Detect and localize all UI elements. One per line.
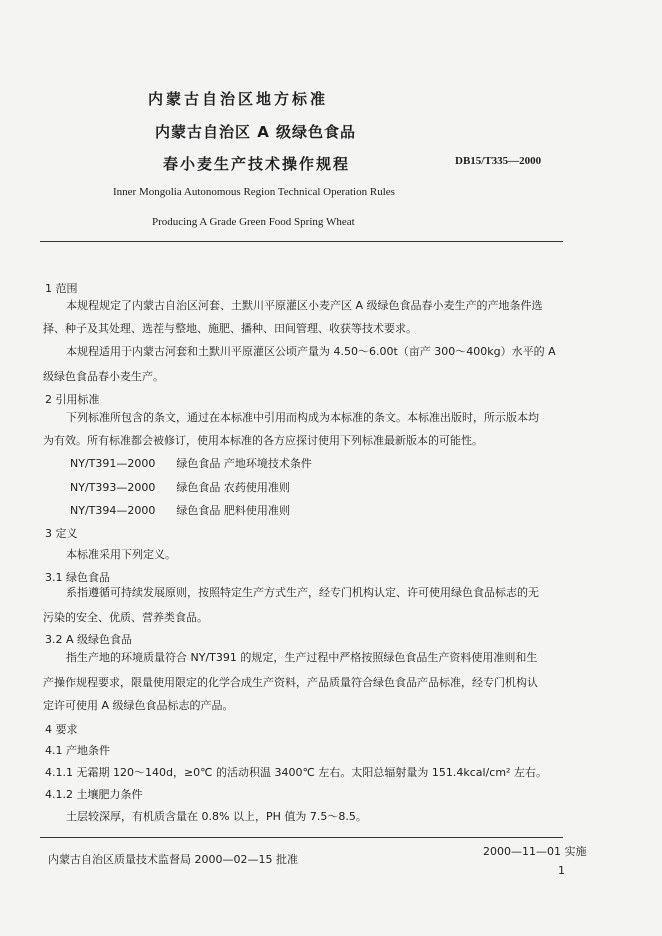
section-1-heading: 1 范围 — [45, 282, 78, 295]
reference-code: NY/T393—2000 — [70, 481, 156, 494]
section-4-heading: 4 要求 — [45, 723, 78, 736]
s1-paragraph-1-line-1: 本规程规定了内蒙古自治区河套、土默川平原灌区小麦产区 A 级绿色食品春小麦生产的产地条件选 — [66, 299, 543, 312]
reference-title: 绿色食品 肥料使用准则 — [176, 504, 290, 517]
reference-title: 绿色食品 农药使用准则 — [176, 481, 290, 494]
section-3-heading: 3 定义 — [45, 527, 78, 540]
reference-code: NY/T391—2000 — [70, 457, 156, 470]
s3-2-paragraph-line-3: 定许可使用 A 级绿色食品标志的产品。 — [43, 699, 234, 712]
section-4-1-1-text: 4.1.1 无霜期 120～140d，≥0℃ 的活动积温 3400℃ 左右。太阳总辐射量为 151.4kcal/cm² 左右。 — [45, 766, 547, 779]
reference-item — [70, 479, 290, 495]
s1-paragraph-2-line-1: 本规程适用于内蒙古河套和土默川平原灌区公顷产量为 4.50～6.00t（亩产 300～400kg）水平的 A — [66, 345, 556, 358]
section-4-1-heading: 4.1 产地条件 — [45, 744, 110, 757]
s3-paragraph: 本标准采用下列定义。 — [66, 548, 176, 561]
section-3-1-heading: 3.1 绿色食品 — [45, 571, 110, 584]
s2-paragraph-line-2: 为有效。所有标准都会被修订，使用本标准的各方应探讨使用下列标准最新版本的可能性。 — [43, 434, 483, 447]
reference-item — [70, 502, 290, 518]
section-3-2-heading: 3.2 A 级绿色食品 — [45, 633, 133, 646]
title-line-1: 内蒙古自治区地方标准 — [148, 90, 329, 108]
section-4-1-2-heading: 4.1.2 土壤肥力条件 — [45, 788, 143, 801]
issued-by: 内蒙古自治区质量技术监督局 2000—02—15 批准 — [48, 853, 298, 866]
english-title-line-1: Inner Mongolia Autonomous Region Technical Operation Rules — [113, 186, 395, 198]
reference-item — [70, 455, 312, 471]
s1-paragraph-1-line-2: 择、种子及其处理、选茬与整地、施肥、播种、田间管理、收获等技术要求。 — [43, 322, 417, 335]
title-line-3: 春小麦生产技术操作规程 — [163, 155, 351, 173]
s3-2-paragraph-line-1: 指生产地的环境质量符合 NY/T391 的规定，生产过程中严格按照绿色食品生产资料使用准则和生 — [66, 651, 538, 664]
page-number: 1 — [558, 864, 565, 877]
reference-code: NY/T394—2000 — [70, 504, 156, 517]
s4-1-2-paragraph: 土层较深厚，有机质含量在 0.8% 以上，PH 值为 7.5～8.5。 — [66, 810, 367, 823]
implementation-date: 2000—11—01 实施 — [483, 845, 587, 858]
reference-title: 绿色食品 产地环境技术条件 — [176, 457, 312, 470]
s1-paragraph-2-line-2: 级绿色食品春小麦生产。 — [43, 370, 164, 383]
header-divider — [40, 241, 563, 242]
english-title-line-2: Producing A Grade Green Food Spring Wheat — [152, 216, 355, 228]
section-2-heading: 2 引用标准 — [45, 393, 100, 406]
s2-paragraph-line-1: 下列标准所包含的条文，通过在本标准中引用而构成为本标准的条文。本标准出版时，所示版本均 — [66, 411, 539, 424]
title-line-2: 内蒙古自治区 A 级绿色食品 — [155, 123, 357, 141]
standard-number: DB15/T335—2000 — [455, 155, 542, 167]
s3-1-paragraph-line-2: 污染的安全、优质、营养类食品。 — [43, 611, 208, 624]
footer-divider — [40, 837, 563, 838]
s3-1-paragraph-line-1: 系指遵循可持续发展原则，按照特定生产方式生产，经专门机构认定、许可使用绿色食品标志的无 — [66, 586, 539, 599]
s3-2-paragraph-line-2: 产操作规程要求，限量使用限定的化学合成生产资料，产品质量符合绿色食品产品标准，经专门机构认 — [43, 676, 538, 689]
